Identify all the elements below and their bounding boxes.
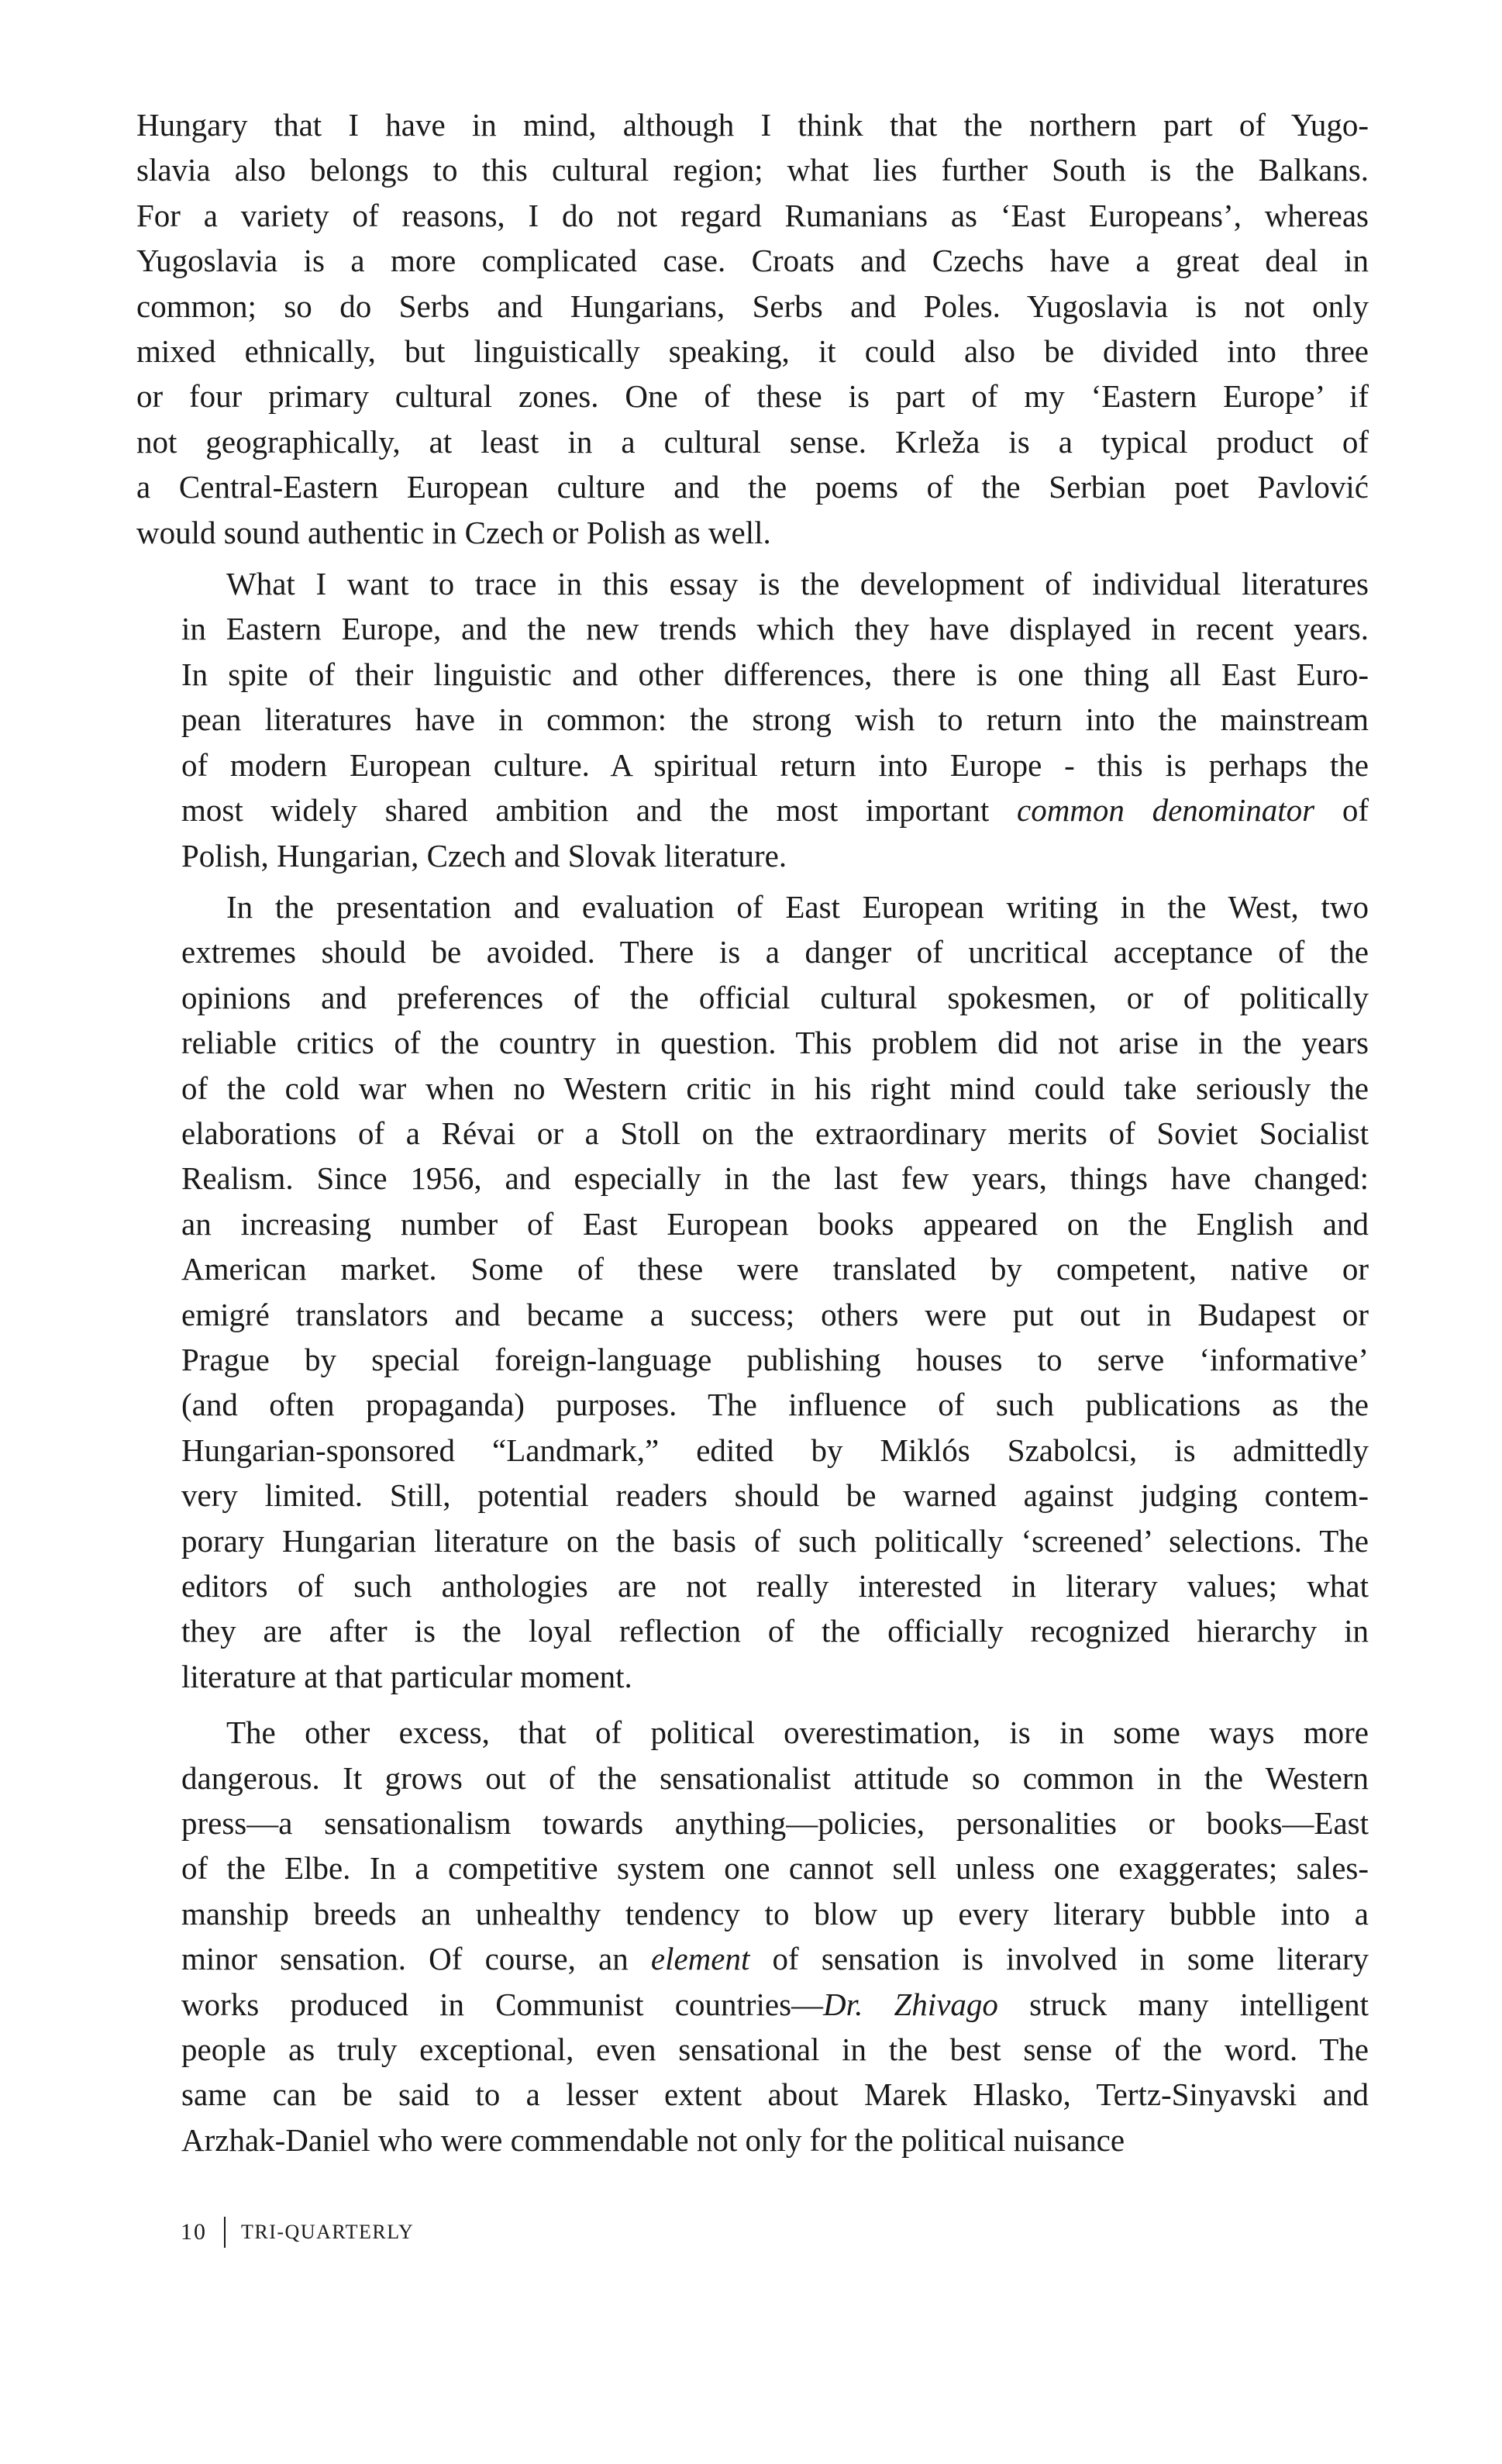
text-run: In spite of their linguistic and other differences, there is one thing all East Euro-	[181, 656, 1369, 692]
text-run: manship breeds an unhealthy tendency to blow up every literary bubble into a	[181, 1895, 1369, 1932]
text-line	[136, 1428, 1369, 1473]
text-line	[136, 374, 1369, 419]
text-line	[136, 833, 1369, 878]
text-run: dangerous. It grows out of the sensationalist attitude so common in the Western	[181, 1759, 1369, 1796]
text-run: extremes should be avoided. There is a danger of uncritical acceptance of the	[181, 934, 1369, 970]
text-line	[136, 1845, 1369, 1890]
text-run: of the cold war when no Western critic in his right mind could take seriously the	[181, 1070, 1369, 1106]
text-line	[136, 1246, 1369, 1291]
text-run: minor sensation. Of course, an	[181, 1941, 651, 1977]
text-run: For a variety of reasons, I do not regard Rumanians as ‘East Europeans’, whereas	[136, 197, 1369, 233]
text-line	[136, 743, 1369, 787]
text-line	[136, 2027, 1369, 2072]
text-run: very limited. Still, potential readers should be warned against judging contem-	[181, 1477, 1369, 1514]
text-line	[136, 1801, 1369, 1845]
text-line	[136, 1066, 1369, 1111]
text-run: opinions and preferences of the official cultural spokesmen, or of politically	[181, 979, 1369, 1015]
text-line	[136, 510, 1369, 555]
text-line	[136, 929, 1369, 974]
text-line	[136, 419, 1369, 464]
text-run: struck many intelligent	[997, 1986, 1369, 2022]
text-run: elaborations of a Révai or a Stoll on the extraordinary merits of Soviet Socialist	[181, 1115, 1369, 1151]
text-run: of modern European culture. A spiritual return into Europe - this is perhaps the	[181, 746, 1369, 783]
paragraph	[136, 1710, 1369, 2162]
page-body	[136, 102, 1369, 2162]
text-line	[136, 1654, 1369, 1699]
text-run: Realism. Since 1956, and especially in the last few years, things have changed:	[181, 1160, 1369, 1197]
text-run: most widely shared ambition and the most important	[181, 792, 1017, 829]
text-line	[136, 1608, 1369, 1653]
text-line	[136, 975, 1369, 1020]
text-line	[136, 787, 1369, 832]
text-run: editors of such anthologies are not really interested in literary values; what	[181, 1568, 1369, 1604]
text-run: American market. Some of these were translated by competent, native or	[181, 1251, 1369, 1287]
text-line	[136, 464, 1369, 509]
text-run: Arzhak-Daniel who were commendable not only for the political nuisance	[181, 2121, 1125, 2158]
text-line	[136, 193, 1369, 238]
text-run: an increasing number of East European books appeared on the English and	[181, 1205, 1369, 1242]
footer-divider	[224, 2217, 226, 2248]
page-number: 10	[181, 2219, 207, 2245]
text-line	[136, 1936, 1369, 1981]
text-line	[136, 1891, 1369, 1936]
text-line	[136, 1292, 1369, 1337]
text-run: pean literatures have in common: the strong wish to return into the mainstream	[181, 701, 1369, 738]
text-run: of	[1314, 792, 1369, 829]
text-line	[136, 697, 1369, 742]
text-run: Prague by special foreign-language publishing houses to serve ‘informative’	[181, 1341, 1369, 1377]
text-line	[136, 1518, 1369, 1563]
text-line	[136, 2118, 1369, 2162]
text-line	[136, 329, 1369, 374]
text-run: would sound authentic in Czech or Polish as well.	[136, 514, 771, 550]
text-line	[136, 1156, 1369, 1201]
text-run: press—a sensationalism towards anything—policies, personalities or books—East	[181, 1805, 1369, 1842]
text-run: they are after is the loyal reflection of the officially recognized hierarchy in	[181, 1613, 1369, 1649]
text-run: slavia also belongs to this cultural region; what lies further South is the Balkans.	[136, 152, 1369, 188]
text-run: a Central-Eastern European culture and the poems of the Serbian poet Pavlović	[136, 469, 1369, 505]
text-run: or four primary cultural zones. One of these is part of my ‘Eastern Europe’ if	[136, 378, 1369, 415]
emphasized-text: Dr. Zhivago	[823, 1986, 998, 2022]
text-line	[136, 1020, 1369, 1065]
text-run: of the Elbe. In a competitive system one cannot sell unless one exaggerates; sales-	[181, 1850, 1369, 1887]
text-run: mixed ethnically, but linguistically speaking, it could also be divided into three	[136, 333, 1369, 370]
text-run: In the presentation and evaluation of East European writing in the West, two	[226, 888, 1369, 925]
text-line	[136, 1111, 1369, 1156]
text-line	[136, 1382, 1369, 1427]
text-line	[136, 2072, 1369, 2117]
paragraph	[136, 884, 1369, 1699]
text-line	[136, 1982, 1369, 2027]
text-run: emigré translators and became a success; others were put out in Budapest or	[181, 1296, 1369, 1332]
text-line	[136, 102, 1369, 147]
paragraph	[136, 102, 1369, 555]
text-line	[136, 1201, 1369, 1246]
text-run: What I want to trace in this essay is the development of individual literatures	[226, 566, 1369, 602]
text-line	[136, 1337, 1369, 1382]
text-line	[136, 606, 1369, 651]
text-run: Yugoslavia is a more complicated case. Croats and Czechs have a great deal in	[136, 243, 1369, 279]
journal-title: TRI-QUARTERLY	[241, 2221, 415, 2243]
emphasized-text: common denominator	[1017, 792, 1315, 829]
text-line	[136, 652, 1369, 697]
text-run: Hungarian-sponsored “Landmark,” edited by Miklós Szabolcsi, is admittedly	[181, 1432, 1369, 1468]
text-line	[136, 1473, 1369, 1518]
page-footer	[181, 2209, 414, 2256]
text-run: (and often propaganda) purposes. The influence of such publications as the	[181, 1387, 1369, 1423]
text-run: works produced in Communist countries—	[181, 1986, 824, 2022]
text-run: literature at that particular moment.	[181, 1658, 632, 1694]
text-run: Polish, Hungarian, Czech and Slovak literature.	[181, 837, 787, 874]
text-run: not geographically, at least in a cultural sense. Krleža is a typical product of	[136, 423, 1369, 460]
text-line	[136, 1710, 1369, 1755]
text-line	[136, 284, 1369, 329]
text-run: same can be said to a lesser extent about Marek Hlasko, Tertz-Sinyavski and	[181, 2076, 1369, 2113]
text-run: of sensation is involved in some literary	[749, 1941, 1369, 1977]
text-run: Hungary that I have in mind, although I think that the northern part of Yugo-	[136, 107, 1369, 143]
text-line	[136, 1563, 1369, 1608]
text-run: common; so do Serbs and Hungarians, Serbs and Poles. Yugoslavia is not only	[136, 288, 1369, 324]
text-line	[136, 561, 1369, 606]
text-line	[136, 1756, 1369, 1801]
text-line	[136, 884, 1369, 929]
text-run: in Eastern Europe, and the new trends which they have displayed in recent years.	[181, 611, 1369, 647]
text-run: The other excess, that of political overestimation, is in some ways more	[226, 1714, 1369, 1751]
text-line	[136, 238, 1369, 283]
emphasized-text: element	[650, 1941, 750, 1977]
paragraph	[136, 561, 1369, 878]
text-run: people as truly exceptional, even sensational in the best sense of the word. The	[181, 2032, 1369, 2068]
text-run: porary Hungarian literature on the basis of such politically ‘screened’ selections. The	[181, 1522, 1369, 1559]
text-run: reliable critics of the country in question. This problem did not arise in the years	[181, 1025, 1369, 1061]
text-line	[136, 147, 1369, 192]
